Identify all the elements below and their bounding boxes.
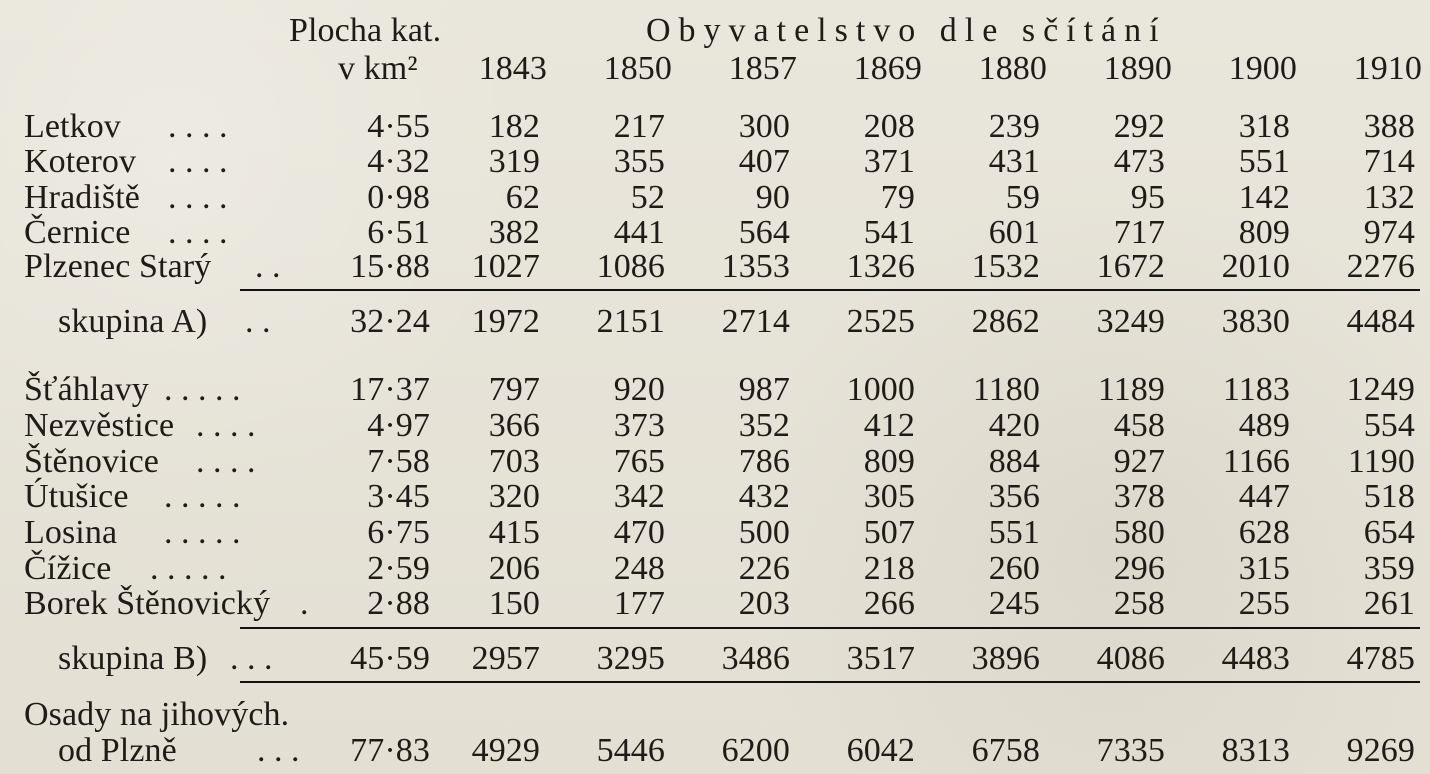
cell-1869: 3517 xyxy=(846,640,915,677)
row-leader-dots: . . . . . xyxy=(150,550,227,587)
cell-1900: 1166 xyxy=(1222,443,1290,480)
cell-1880: 551 xyxy=(988,514,1040,551)
cell-1910: 974 xyxy=(1363,214,1415,251)
cell-1857: 226 xyxy=(738,550,790,587)
row-area: 6·75 xyxy=(367,514,430,551)
cell-1900: 489 xyxy=(1238,407,1290,444)
cell-1900: 628 xyxy=(1238,514,1290,551)
year-1850: 1850 xyxy=(603,50,672,87)
row-area: 7·58 xyxy=(367,443,430,480)
area-header-line1: Plocha kat. xyxy=(289,12,442,49)
group-a-rule xyxy=(240,289,1420,291)
row-area: 2·88 xyxy=(367,585,430,622)
cell-1880: 6758 xyxy=(971,732,1040,769)
cell-1910: 4484 xyxy=(1346,303,1415,340)
cell-1900: 551 xyxy=(1238,143,1290,180)
cell-1890: 1189 xyxy=(1097,371,1165,408)
cell-1850: 470 xyxy=(613,514,665,551)
cell-1900: 318 xyxy=(1238,108,1290,145)
cell-1869: 371 xyxy=(863,143,915,180)
cell-1843: 2957 xyxy=(471,640,540,677)
row-name: Nezvěstice xyxy=(24,407,175,444)
year-1869: 1869 xyxy=(853,50,922,87)
cell-1910: 4785 xyxy=(1346,640,1415,677)
cell-1843: 320 xyxy=(488,478,540,515)
cell-1869: 507 xyxy=(863,514,915,551)
cell-1850: 1086 xyxy=(596,248,665,285)
row-leader-dots: . . . . xyxy=(168,179,228,216)
cell-1890: 378 xyxy=(1113,478,1165,515)
cell-1880: 1180 xyxy=(972,371,1040,408)
year-1900: 1900 xyxy=(1228,50,1297,87)
cell-1869: 208 xyxy=(863,108,915,145)
cell-1880: 260 xyxy=(988,550,1040,587)
cell-1843: 150 xyxy=(488,585,540,622)
final-row-label-line2: od Plzně xyxy=(58,732,177,769)
cell-1890: 3249 xyxy=(1096,303,1165,340)
cell-1900: 809 xyxy=(1238,214,1290,251)
row-area: 4·97 xyxy=(367,407,430,444)
cell-1850: 52 xyxy=(630,179,665,216)
cell-1890: 4086 xyxy=(1096,640,1165,677)
year-1843: 1843 xyxy=(478,50,547,87)
row-name: Plzenec Starý xyxy=(24,248,212,285)
row-name: Štěnovice xyxy=(24,443,159,480)
cell-1910: 261 xyxy=(1363,585,1415,622)
cell-1890: 258 xyxy=(1113,585,1165,622)
population-header: Obyvatelstvo dle sčítání xyxy=(646,12,1167,49)
row-leader-dots: . . . . . xyxy=(164,478,241,515)
row-name: Čížice xyxy=(24,550,112,587)
row-leader-dots: . . . . . xyxy=(164,371,241,408)
cell-1900: 315 xyxy=(1238,550,1290,587)
cell-1910: 388 xyxy=(1363,108,1415,145)
row-area: 6·51 xyxy=(367,214,430,251)
row-name: Šťáhlavy xyxy=(24,371,149,408)
cell-1843: 319 xyxy=(488,143,540,180)
row-leader-dots: . . . . xyxy=(168,108,228,145)
row-area: 17·37 xyxy=(350,371,430,408)
cell-1890: 95 xyxy=(1130,179,1165,216)
cell-1869: 2525 xyxy=(846,303,915,340)
year-1890: 1890 xyxy=(1103,50,1172,87)
cell-1880: 59 xyxy=(1005,179,1040,216)
cell-1869: 541 xyxy=(863,214,915,251)
cell-1843: 1972 xyxy=(471,303,540,340)
row-leader-dots: . . xyxy=(255,248,281,285)
cell-1869: 79 xyxy=(880,179,915,216)
cell-1850: 373 xyxy=(613,407,665,444)
row-name: Koterov xyxy=(24,143,137,180)
cell-1850: 342 xyxy=(613,478,665,515)
row-area: 0·98 xyxy=(367,179,430,216)
cell-1910: 9269 xyxy=(1346,732,1415,769)
row-name: Letkov xyxy=(24,108,121,145)
cell-1850: 355 xyxy=(613,143,665,180)
group-total-label: skupina B) xyxy=(58,640,208,677)
cell-1869: 305 xyxy=(863,478,915,515)
cell-1880: 245 xyxy=(988,585,1040,622)
cell-1910: 359 xyxy=(1363,550,1415,587)
row-leader-dots: . . . xyxy=(230,640,273,677)
row-leader-dots: . . . . xyxy=(168,143,228,180)
cell-1857: 2714 xyxy=(721,303,790,340)
cell-1850: 2151 xyxy=(596,303,665,340)
row-area: 45·59 xyxy=(350,640,430,677)
cell-1857: 500 xyxy=(738,514,790,551)
cell-1843: 703 xyxy=(488,443,540,480)
cell-1869: 218 xyxy=(863,550,915,587)
cell-1890: 580 xyxy=(1113,514,1165,551)
cell-1843: 382 xyxy=(488,214,540,251)
cell-1843: 415 xyxy=(488,514,540,551)
cell-1869: 809 xyxy=(863,443,915,480)
cell-1857: 1353 xyxy=(721,248,790,285)
cell-1857: 352 xyxy=(738,407,790,444)
cell-1850: 177 xyxy=(613,585,665,622)
row-area: 15·88 xyxy=(350,248,430,285)
cell-1850: 920 xyxy=(613,371,665,408)
row-area: 77·83 xyxy=(350,732,430,769)
row-leader-dots: . . . . . xyxy=(164,514,241,551)
row-area: 2·59 xyxy=(367,550,430,587)
cell-1857: 90 xyxy=(755,179,790,216)
row-leader-dots: . xyxy=(300,585,309,622)
cell-1890: 292 xyxy=(1113,108,1165,145)
cell-1900: 447 xyxy=(1238,478,1290,515)
cell-1857: 407 xyxy=(738,143,790,180)
cell-1910: 714 xyxy=(1363,143,1415,180)
cell-1910: 518 xyxy=(1363,478,1415,515)
row-name: Černice xyxy=(24,214,131,251)
cell-1900: 8313 xyxy=(1221,732,1290,769)
cell-1857: 432 xyxy=(738,478,790,515)
cell-1880: 884 xyxy=(988,443,1040,480)
cell-1900: 255 xyxy=(1238,585,1290,622)
cell-1857: 3486 xyxy=(721,640,790,677)
cell-1843: 797 xyxy=(488,371,540,408)
cell-1869: 1326 xyxy=(846,248,915,285)
year-1880: 1880 xyxy=(978,50,1047,87)
group-b-rule-bottom xyxy=(240,681,1420,683)
cell-1880: 420 xyxy=(988,407,1040,444)
row-leader-dots: . . . xyxy=(257,732,300,769)
row-area: 32·24 xyxy=(350,303,430,340)
cell-1857: 564 xyxy=(738,214,790,251)
cell-1850: 248 xyxy=(613,550,665,587)
cell-1900: 1183 xyxy=(1222,371,1290,408)
cell-1900: 3830 xyxy=(1221,303,1290,340)
row-leader-dots: . . . . xyxy=(168,214,228,251)
cell-1880: 356 xyxy=(988,478,1040,515)
cell-1910: 132 xyxy=(1363,179,1415,216)
cell-1910: 554 xyxy=(1363,407,1415,444)
group-total-label: skupina A) xyxy=(58,303,208,340)
cell-1880: 3896 xyxy=(971,640,1040,677)
cell-1890: 473 xyxy=(1113,143,1165,180)
cell-1869: 412 xyxy=(863,407,915,444)
final-row-label-line1: Osady na jihových. xyxy=(24,696,290,733)
cell-1910: 1249 xyxy=(1346,371,1415,408)
row-leader-dots: . . xyxy=(245,303,271,340)
row-area: 4·55 xyxy=(367,108,430,145)
row-name: Borek Štěnovický xyxy=(24,585,271,622)
cell-1850: 5446 xyxy=(596,732,665,769)
cell-1857: 786 xyxy=(738,443,790,480)
cell-1843: 62 xyxy=(505,179,540,216)
cell-1890: 296 xyxy=(1113,550,1165,587)
cell-1857: 300 xyxy=(738,108,790,145)
cell-1850: 217 xyxy=(613,108,665,145)
row-leader-dots: . . . . xyxy=(196,443,256,480)
cell-1843: 366 xyxy=(488,407,540,444)
cell-1880: 239 xyxy=(988,108,1040,145)
cell-1843: 4929 xyxy=(471,732,540,769)
cell-1910: 2276 xyxy=(1346,248,1415,285)
year-1857: 1857 xyxy=(728,50,797,87)
row-name: Hradiště xyxy=(24,179,140,216)
cell-1869: 266 xyxy=(863,585,915,622)
cell-1880: 601 xyxy=(988,214,1040,251)
year-1910: 1910 xyxy=(1353,50,1422,87)
group-b-rule-top xyxy=(240,627,1420,629)
row-area: 3·45 xyxy=(367,478,430,515)
cell-1880: 2862 xyxy=(971,303,1040,340)
cell-1890: 717 xyxy=(1113,214,1165,251)
row-name: Útušice xyxy=(24,478,129,515)
row-name: Losina xyxy=(24,514,118,551)
area-header-line2: v km² xyxy=(338,50,418,87)
cell-1843: 182 xyxy=(488,108,540,145)
cell-1890: 7335 xyxy=(1096,732,1165,769)
cell-1910: 654 xyxy=(1363,514,1415,551)
cell-1843: 1027 xyxy=(471,248,540,285)
cell-1880: 431 xyxy=(988,143,1040,180)
cell-1850: 3295 xyxy=(596,640,665,677)
cell-1910: 1190 xyxy=(1347,443,1415,480)
cell-1850: 441 xyxy=(613,214,665,251)
cell-1869: 6042 xyxy=(846,732,915,769)
row-area: 4·32 xyxy=(367,143,430,180)
cell-1850: 765 xyxy=(613,443,665,480)
cell-1890: 1672 xyxy=(1096,248,1165,285)
cell-1900: 142 xyxy=(1238,179,1290,216)
cell-1890: 927 xyxy=(1113,443,1165,480)
cell-1843: 206 xyxy=(488,550,540,587)
cell-1880: 1532 xyxy=(971,248,1040,285)
cell-1900: 2010 xyxy=(1221,248,1290,285)
cell-1890: 458 xyxy=(1113,407,1165,444)
cell-1857: 6200 xyxy=(721,732,790,769)
row-leader-dots: . . . . xyxy=(196,407,256,444)
cell-1857: 987 xyxy=(738,371,790,408)
cell-1857: 203 xyxy=(738,585,790,622)
cell-1869: 1000 xyxy=(846,371,915,408)
cell-1900: 4483 xyxy=(1221,640,1290,677)
